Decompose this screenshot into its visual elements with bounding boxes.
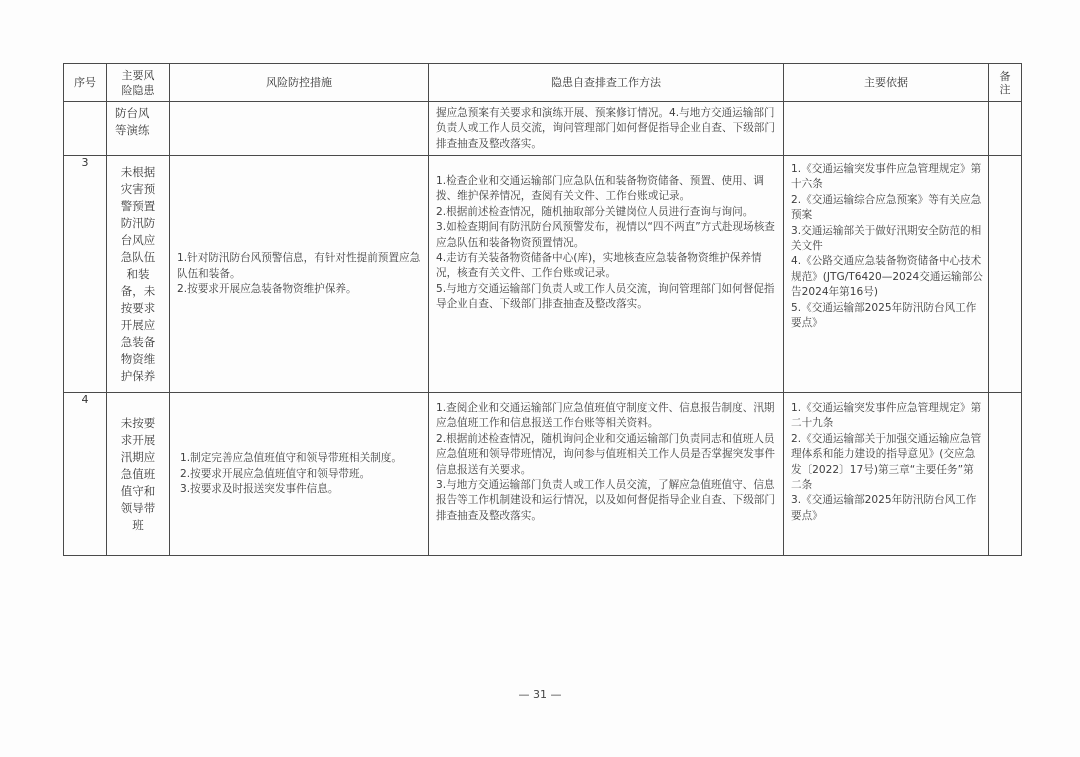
header-seq: 序号 [64,64,107,102]
row-risk [107,393,170,556]
header-basis: 主要依据 [784,64,989,102]
row-measures [170,102,429,156]
row-method [429,393,784,556]
row-risk [107,102,170,156]
row-seq [64,102,107,156]
method-item: 5.与地方交通运输部门负责人或工作人员交流，询问管理部门如何督促指导企业自查、下级部门排查抽查及整改落实。 [436,282,775,311]
measure-item: 3.按要求及时报送突发事件信息。 [180,483,339,496]
row-remark [989,102,1022,156]
row-seq: 4 [64,393,107,556]
method-item: 握应急预案有关要求和演练开展、预案修订情况。4.与地方交通运输部门负责人或工作人员交流，询问管理部门如何督促指导企业自查、下级部门排查抽查及整改落实。 [436,107,775,150]
table-row [64,393,1022,556]
table-header-row [64,64,1022,102]
row-basis [784,393,989,556]
measures-list [170,248,428,299]
header-measures: 风险防控措施 [170,64,429,102]
header-risk-label: 主要风险隐患 [121,68,155,97]
method-list [429,102,783,154]
basis-item: 2.《交通运输部关于加强交通运输应急管理体系和能力建设的指导意见》(交应急发〔2022〕17号)第三章“主要任务”第二条 [791,432,982,492]
row-seq: 3 [64,156,107,393]
risk-text: 未根据灾害预警预置防汛防台风应急队伍和装备，未按要求开展应急装备物资维护保养 [120,164,156,383]
method-item: 3.与地方交通运输部门负责人或工作人员交流，了解应急值班值守、信息报告等工作机制建设和运行情况，以及如何督促指导企业自查、下级部门排查抽查及整改落实。 [436,479,775,522]
table-row [64,102,1022,156]
row-method [429,102,784,156]
method-item: 3.如检查期间有防汛防台风预警发布，视情以“四不两直”方式赴现场核查应急队伍和装备物资预置情况。 [436,221,775,249]
basis-item: 1.《交通运输突发事件应急管理规定》第二十九条 [791,402,982,430]
basis-list [784,156,988,333]
basis-item: 3.《交通运输部2025年防汛防台风工作要点》 [791,494,977,522]
row-measures [170,393,429,556]
basis-list [784,393,988,526]
table-row [64,156,1022,393]
method-list [429,393,783,526]
basis-item: 4.《公路交通应急装备物资储备中心技术规范》(JTG/T6420—2024交通运输部公告2024年第16号) [791,255,983,299]
method-item: 1.检查企业和交通运输部门应急队伍和装备物资储备、预置、使用、调拨、维护保养情况，查阅有关文件、工作台账或记录。 [436,175,764,203]
row-risk [107,156,170,393]
row-method [429,156,784,393]
header-remark-label: 备注 [999,69,1011,96]
basis-item: 2.《交通运输综合应急预案》等有关应急预案 [791,193,982,222]
row-remark [989,393,1022,556]
header-method: 隐患自查排查工作方法 [429,64,784,102]
method-item: 2.根据前述检查情况，随机抽取部分关键岗位人员进行查询与询问。 [436,205,754,218]
row-basis [784,102,989,156]
basis-item: 3.交通运输部关于做好汛期安全防范的相关文件 [791,224,982,253]
method-item: 4.走访有关装备物资储备中心(库)，实地核查应急装备物资维护保养情况，核查有关文件、工作台账或记录。 [436,252,762,280]
risk-inspection-table [63,63,1022,556]
risk-text: 防台风等演练 [115,106,150,137]
header-risk [107,64,170,102]
basis-item: 1.《交通运输突发事件应急管理规定》第十六条 [791,163,982,191]
basis-item: 5.《交通运输部2025年防汛防台风工作要点》 [791,301,977,330]
header-remark [989,64,1022,102]
measure-item: 1.针对防汛防台风预警信息，有针对性提前预置应急队伍和装备。 [177,252,421,280]
measure-item: 1.制定完善应急值班值守和领导带班相关制度。 [180,452,402,465]
measure-item: 2.按要求开展应急装备物资维护保养。 [177,283,357,296]
measure-item: 2.按要求开展应急值班值守和领导带班。 [180,467,371,480]
method-item: 2.根据前述检查情况，随机询问企业和交通运输部门负责同志和值班人员应急值班和领导带班情况，询问参与值班相关工作人员是否掌握突发事件信息报送有关要求。 [436,432,775,476]
row-basis [784,156,989,393]
method-list [429,156,783,315]
row-remark [989,156,1022,393]
row-measures [170,156,429,393]
method-item: 1.查阅企业和交通运输部门应急值班值守制度文件、信息报告制度、汛期应急值班工作和信息报送工作台账等相关资料。 [436,402,775,430]
measures-list [170,448,428,499]
page-number: — 31 — [518,688,562,701]
risk-text: 未按要求开展汛期应急值班值守和领导带班 [120,415,156,532]
